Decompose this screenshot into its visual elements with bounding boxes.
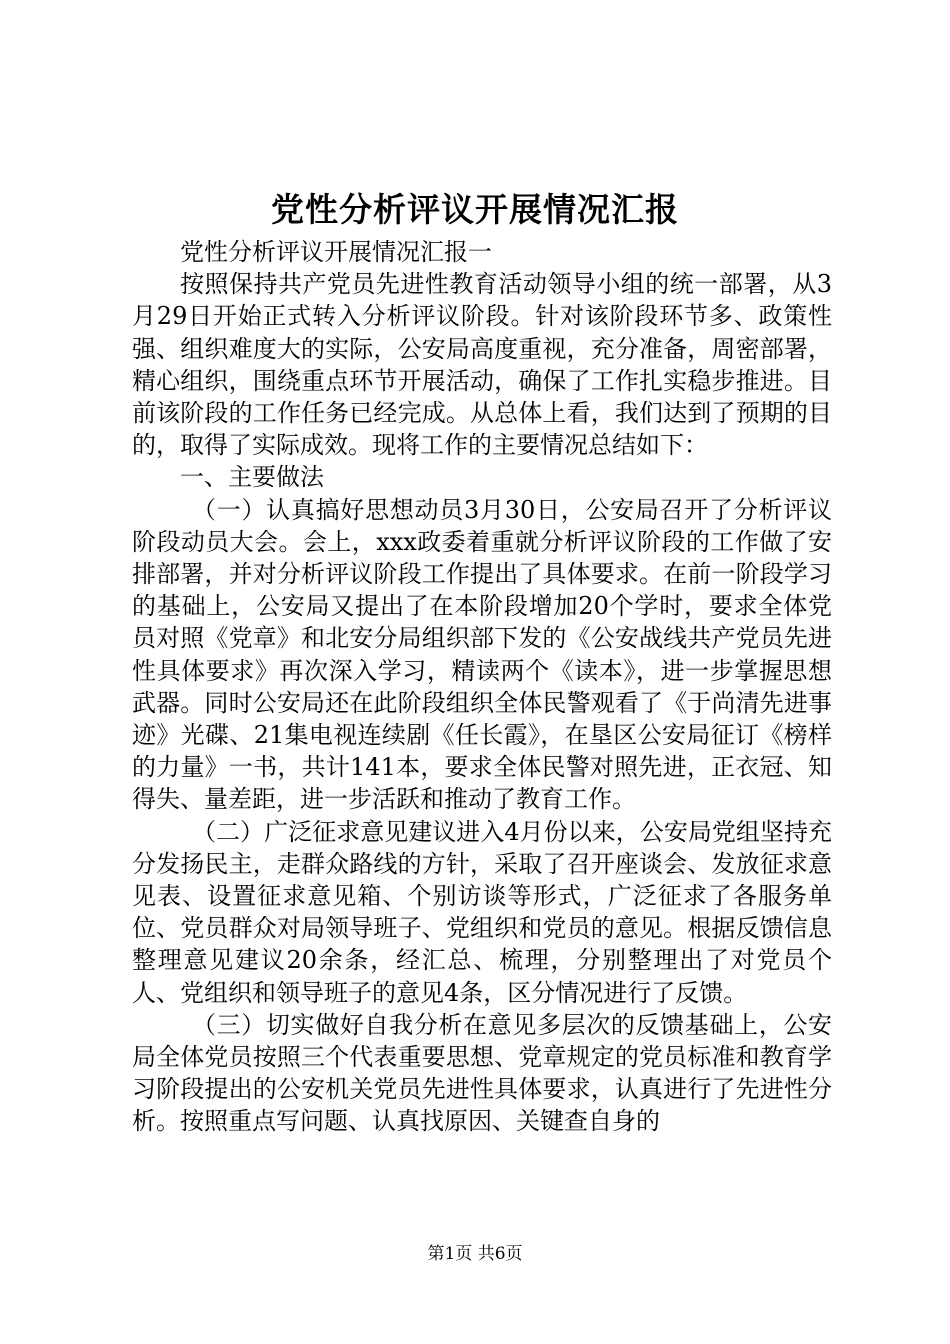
subtitle-paragraph: 党性分析评议开展情况汇报一	[180, 238, 492, 266]
subsection-paragraph-1: （一）认真搞好思想动员3月30日，公安局召开了分析评议阶段动员大会。会上，xxx政委着重就分析评议阶段的工作做了安排部署，并对分析评议阶段工作提出了具体要求。在前一阶段学习的基础上，公安局又提出了在本阶段增加20个学时，要求全体党员对照《党章》和北安分局组织部下发的《公安战线共产党员先进性具体要求》再次深入学习，精读两个《读本》，进一步掌握思想武器。同时公安局还在此阶段组织全体民警观看了《于尚清先进事迹》光碟、21集电视连续剧《任长霞》，在垦区公安局征订《榜样的力量》一书，共计141本，要求全体民警对照先进，正衣冠、知得失、量差距，进一步活跃和推动了教育工作。	[132, 495, 832, 814]
page-footer: 第1页 共6页	[427, 1244, 523, 1264]
document-body	[132, 236, 832, 1138]
subsection-paragraph-3: （三）切实做好自我分析在意见多层次的反馈基础上，公安局全体党员按照三个代表重要思想、党章规定的党员标准和教育学习阶段提出的公安机关党员先进性具体要求，认真进行了先进性分析。按照重点写问题、认真找原因、关键查自身的	[132, 1010, 832, 1136]
document-title: 党性分析评议开展情况汇报	[271, 190, 679, 229]
section-heading: 一、主要做法	[180, 463, 324, 492]
subsection-paragraph-2: （二）广泛征求意见建议进入4月份以来，公安局党组坚持充分发扬民主，走群众路线的方针，采取了召开座谈会、发放征求意见表、设置征求意见箱、个别访谈等形式，广泛征求了各服务单位、党员群众对局领导班子、党组织和党员的意见。根据反馈信息整理意见建议20余条，经汇总、梳理，分别整理出了对党员个人、党组织和领导班子的意见4条，区分情况进行了反馈。	[132, 817, 832, 1007]
intro-paragraph: 按照保持共产党员先进性教育活动领导小组的统一部署，从3月29日开始正式转入分析评议阶段。针对该阶段环节多、政策性强、组织难度大的实际，公安局高度重视，充分准备，周密部署，精心组织，围绕重点环节开展活动，确保了工作扎实稳步推进。目前该阶段的工作任务已经完成。从总体上看，我们达到了预期的目的，取得了实际成效。现将工作的主要情况总结如下：	[132, 270, 832, 460]
